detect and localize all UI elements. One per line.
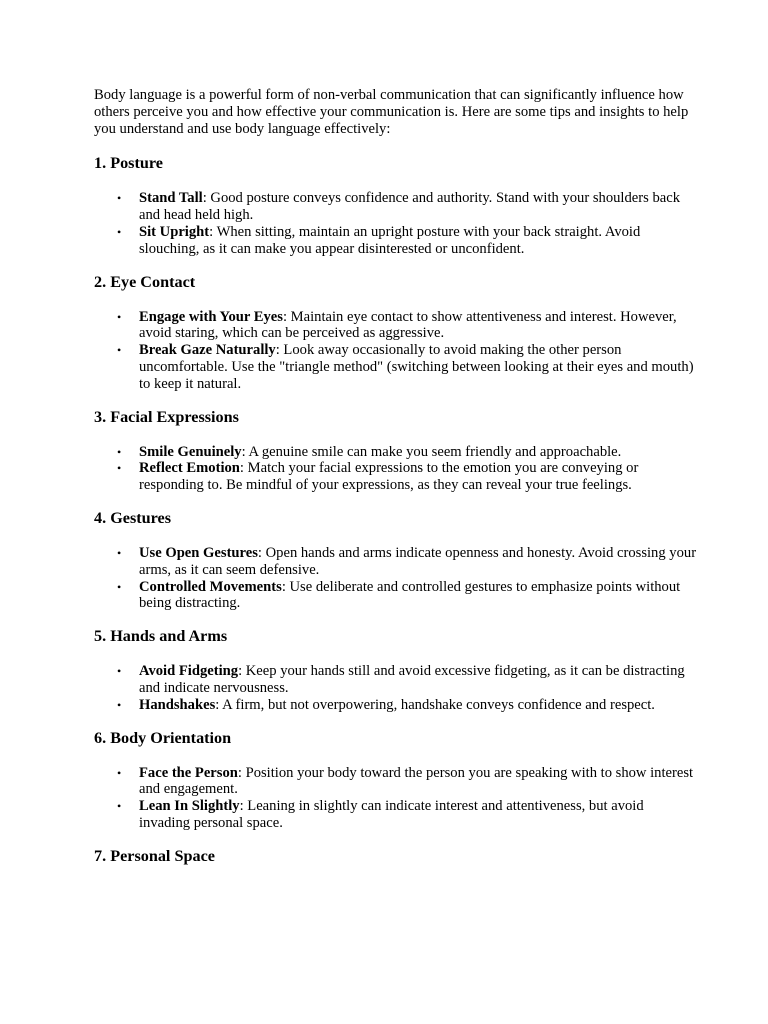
list-item — [94, 765, 698, 799]
bullet-icon: • — [117, 664, 122, 679]
bullet-icon: • — [117, 545, 122, 560]
item-text: : Position your body toward the person you are speaking with to show interest and engagement. — [139, 764, 694, 798]
bullet-list — [94, 309, 698, 393]
section-heading: 5. Hands and Arms — [94, 627, 228, 646]
sections-container — [94, 154, 698, 865]
bullet-icon: • — [117, 444, 122, 459]
item-text: : A firm, but not overpowering, handshake conveys confidence and respect. — [215, 696, 655, 713]
item-text: : When sitting, maintain an upright posture with your back straight. Avoid slouching, as it can make you appear disinterested or unconfident. — [139, 223, 641, 257]
list-item — [94, 545, 698, 579]
section-heading: 1. Posture — [94, 154, 163, 173]
section-heading: 2. Eye Contact — [94, 272, 196, 291]
item-text: : Look away occasionally to avoid making the other person uncomfortable. Use the "triangle method" (switching between looking at their eyes and mouth) to keep it natural. — [139, 342, 694, 392]
item-term: Engage with Your Eyes — [139, 308, 283, 325]
bullet-icon: • — [117, 765, 122, 780]
item-text: : Good posture conveys confidence and authority. Stand with your shoulders back and head held high. — [139, 190, 680, 224]
item-term: Break Gaze Naturally — [139, 342, 276, 359]
list-item — [94, 444, 698, 461]
list-item — [94, 663, 698, 697]
section-heading: 3. Facial Expressions — [94, 407, 239, 426]
list-item — [94, 460, 698, 494]
list-item — [94, 342, 698, 392]
item-text: : Keep your hands still and avoid excessive fidgeting, as it can be distracting and indicate nervousness. — [139, 663, 685, 696]
section-heading: 4. Gestures — [94, 508, 172, 527]
item-text: : Maintain eye contact to show attentiveness and interest. However, avoid staring, which can be perceived as aggressive. — [139, 308, 677, 342]
bullet-list — [94, 545, 698, 612]
bullet-icon: • — [117, 799, 122, 814]
item-term: Smile Genuinely — [139, 443, 242, 460]
section-heading: 6. Body Orientation — [94, 728, 232, 747]
item-term: Use Open Gestures — [139, 544, 258, 561]
list-item — [94, 224, 698, 258]
bullet-icon: • — [117, 697, 122, 712]
item-term: Stand Tall — [139, 190, 203, 207]
item-term: Controlled Movements — [139, 578, 282, 595]
section — [94, 847, 698, 866]
bullet-icon: • — [117, 309, 122, 324]
item-term: Lean In Slightly — [139, 798, 240, 815]
bullet-icon: • — [117, 191, 122, 206]
list-item — [94, 798, 698, 832]
item-text: : Use deliberate and controlled gestures to emphasize points without being distracting. — [139, 578, 681, 612]
section — [94, 729, 698, 832]
item-term: Face the Person — [139, 764, 238, 781]
bullet-icon: • — [117, 579, 122, 594]
item-text: : Match your facial expressions to the emotion you are conveying or responding to. Be mindful of your expressions, as they can reveal your true feelings. — [139, 460, 639, 494]
section — [94, 509, 698, 612]
list-item — [94, 697, 698, 714]
section — [94, 273, 698, 393]
item-term: Sit Upright — [139, 223, 210, 240]
bullet-list — [94, 190, 698, 257]
item-text: : Open hands and arms indicate openness and honesty. Avoid crossing your arms, as it can seem defensive. — [139, 544, 697, 578]
bullet-icon: • — [117, 224, 122, 239]
item-term: Reflect Emotion — [139, 460, 240, 477]
list-item — [94, 190, 698, 224]
intro-paragraph: Body language is a powerful form of non-verbal communication that can significantly influence how others perceive you and how effective your communication is. Here are some tips and insights to help you understand and use body language effectively: — [94, 87, 689, 137]
item-term: Handshakes — [139, 696, 216, 713]
bullet-list — [94, 444, 698, 494]
bullet-list — [94, 765, 698, 832]
section — [94, 408, 698, 494]
bullet-icon: • — [117, 461, 122, 476]
section — [94, 154, 698, 257]
section-heading: 7. Personal Space — [94, 846, 215, 865]
list-item — [94, 579, 698, 613]
bullet-list — [94, 663, 698, 713]
item-text: : A genuine smile can make you seem friendly and approachable. — [241, 443, 622, 460]
list-item — [94, 309, 698, 343]
section — [94, 627, 698, 713]
item-term: Avoid Fidgeting — [139, 663, 239, 680]
item-text: : Leaning in slightly can indicate interest and attentiveness, but avoid invading personal space. — [139, 798, 644, 831]
bullet-icon: • — [117, 343, 122, 358]
